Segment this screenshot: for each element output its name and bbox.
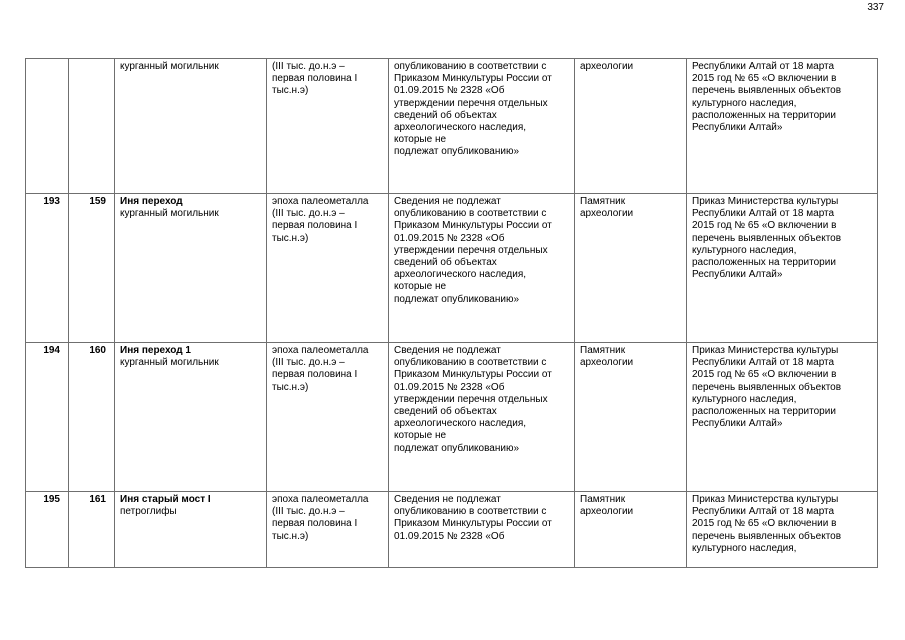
object-name: Иня переход: [120, 196, 183, 207]
table-row: [26, 194, 878, 343]
row-number: 194: [26, 343, 69, 492]
table-row: [26, 343, 878, 492]
row-number: [26, 59, 69, 194]
object-type: курганный могильник: [120, 61, 219, 72]
object-name-cell: [115, 492, 267, 568]
object-name-cell: [115, 59, 267, 194]
object-dating: (III тыс. до.н.э – первая половина I тыс.н.э): [272, 61, 358, 97]
object-category: археологии: [580, 61, 634, 72]
object-name-cell: [115, 343, 267, 492]
object-category: Памятник археологии: [580, 196, 634, 220]
object-name-cell: [115, 194, 267, 343]
registry-number: [69, 59, 115, 194]
legal-document: Приказ Министерства культуры Республики Алтай от 18 марта 2015 год № 65 «О включении в перечень выявленных объектов культурного наследия, расположенных на территории Республики Алтай»: [692, 196, 842, 281]
table-row: [26, 492, 878, 568]
object-category: Памятник археологии: [580, 345, 634, 369]
page-number: 337: [867, 2, 884, 13]
object-dating: эпоха палеометалла (III тыс. до.н.э – первая половина I тыс.н.э): [272, 345, 369, 393]
object-type: петроглифы: [120, 506, 177, 518]
object-dating: эпоха палеометалла (III тыс. до.н.э – первая половина I тыс.н.э): [272, 196, 369, 244]
registry-number: 161: [69, 492, 115, 568]
legal-document: Республики Алтай от 18 марта 2015 год № 65 «О включении в перечень выявленных объектов культурного наследия, расположенных на территории Республики Алтай»: [692, 61, 842, 134]
legal-document: Приказ Министерства культуры Республики Алтай от 18 марта 2015 год № 65 «О включении в перечень выявленных объектов культурного наследия,: [692, 494, 842, 554]
object-location: Сведения не подлежат опубликованию в соответствии с Приказом Минкультуры России от 01.09.2015 № 2328 «Об: [394, 494, 552, 542]
object-location: Сведения не подлежат опубликованию в соответствии с Приказом Минкультуры России от 01.09.2015 № 2328 «Об утверждении перечня отдельных сведений об объектах археологического наследия, которые не подлежат опубликованию»: [394, 196, 552, 305]
object-name: Иня переход 1: [120, 345, 191, 356]
row-number: 195: [26, 492, 69, 568]
object-type: курганный могильник: [120, 357, 219, 369]
legal-document: Приказ Министерства культуры Республики Алтай от 18 марта 2015 год № 65 «О включении в перечень выявленных объектов культурного наследия, расположенных на территории Республики Алтай»: [692, 345, 842, 430]
registry-number: 160: [69, 343, 115, 492]
object-type: курганный могильник: [120, 208, 219, 220]
object-location: Сведения не подлежат опубликованию в соответствии с Приказом Минкультуры России от 01.09.2015 № 2328 «Об утверждении перечня отдельных сведений об объектах археологического наследия, которые не подлежат опубликованию»: [394, 345, 552, 454]
object-category: Памятник археологии: [580, 494, 634, 518]
row-number: 193: [26, 194, 69, 343]
table-row: [26, 59, 878, 194]
object-name: Иня старый мост I: [120, 494, 211, 505]
object-location: опубликованию в соответствии с Приказом Минкультуры России от 01.09.2015 № 2328 «Об утверждении перечня отдельных сведений об объектах археологического наследия, которые не подлежат опубликованию»: [394, 61, 552, 158]
object-dating: эпоха палеометалла (III тыс. до.н.э – первая половина I тыс.н.э): [272, 494, 369, 542]
registry-number: 159: [69, 194, 115, 343]
heritage-registry-table: [25, 58, 878, 568]
